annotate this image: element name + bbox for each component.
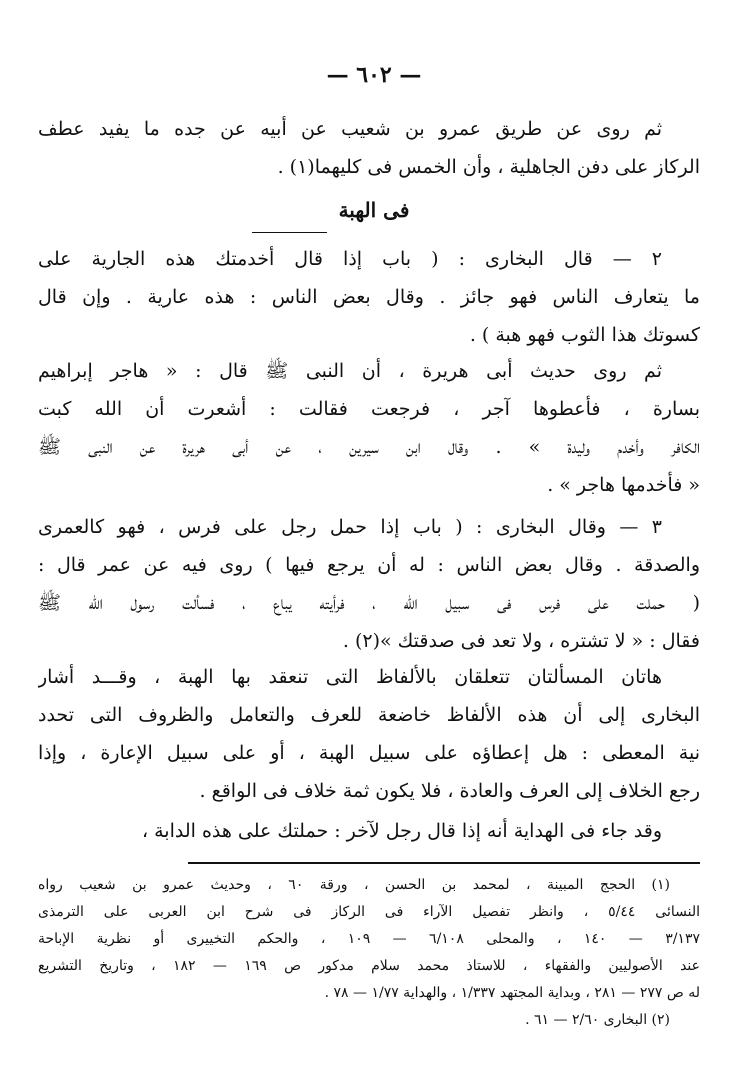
paragraph-line: « فأخدمها هاجر » . (547, 474, 700, 496)
paragraph-6 (38, 812, 700, 850)
paragraph-5 (38, 658, 700, 810)
paragraph-2 (38, 240, 700, 354)
footnote-line: عند الأصوليين والفقهاء ، للاستاذ محمد سلام مدكور ص ١٦٩ — ١٨٢ ، وتاريخ التشريع (38, 958, 700, 974)
paragraph-line: ٢ — قال البخارى : ( باب إذا قال أخدمتك هذه الجارية على (38, 248, 662, 270)
footnote-line: له ص ٢٧٧ — ٢٨١ ، وبداية المجتهد ١/٣٣٧ ، والهداية ١/٧٧ — ٧٨ . (324, 985, 700, 1001)
paragraph-line: ثم روى حديث أبى هريرة ، أن النبى ﷺ قال : « هاجر إبراهيم (38, 360, 662, 382)
paragraph-line: كسوتك هذا الثوب فهو هبة ) . (469, 324, 700, 346)
paragraph-line: هاتان المسألتان تتعلقان بالألفاظ التى تنعقد بها الهبة ، وقـــد أشار (38, 666, 662, 688)
section-heading: فى الهبة (338, 198, 410, 222)
paragraph-line: نية المعطى : هل إعطاؤه على سبيل الهبة ، أو على سبيل الإعارة ، وإذا (38, 742, 700, 764)
footnote-line: (٢) البخارى ٢/٦٠ — ٦١ . (525, 1012, 670, 1028)
paragraph-line: وقد جاء فى الهداية أنه إذا قال رجل لآخر : حملتك على هذه الدابة ، (141, 820, 662, 842)
footnote-line: ٣/١٣٧ — ١٤٠ ، والمحلى ٦/١٠٨ — ١٠٩ ، والحكم التخييرى أو نظرية الإباحة (38, 931, 700, 947)
paragraph-line: بسارة ، فأعطوها آجر ، فرجعت فقالت : أشعرت أن الله كبت (38, 398, 700, 420)
paragraph-line: والصدقة . وقال بعض الناس : له أن يرجع فيها ) روى فيه عن عمر قال : (38, 554, 700, 576)
paragraph-line: ٣ — وقال البخارى : ( باب إذا حمل رجل على فرس ، فهو كالعمرى (38, 516, 662, 538)
intro-line: ثم روى عن طريق عمرو بن شعيب عن أبيه عن جده ما يفيد عطف (38, 118, 662, 140)
heading-underline (252, 232, 327, 233)
paragraph-line: الكافر وأخدم وليدة » . وقال ابن سيرين ، عن أبى هريرة عن النبى ﷺ (38, 436, 700, 458)
paragraph-line: ( حملت على فرس فى سبيل الله ، فرأيته يباع ، فسألت رسول الله ﷺ (38, 592, 700, 614)
intro-paragraph (38, 110, 700, 186)
paragraph-line: ما يتعارف الناس فهو جائز . وقال بعض الناس : هذه عارية . وإن قال (38, 286, 700, 308)
paragraph-line: فقال : « لا تشتره ، ولا تعد فى صدقتك »(٢) . (342, 630, 700, 652)
paragraph-line: البخارى إلى أن هذه الألفاظ خاضعة للعرف والتعامل والظروف التى تحدد (38, 704, 700, 726)
footnote-line: النسائى ٥/٤٤ ، وانظر تفصيل الآراء فى الركاز فى شرح ابن العربى على الترمذى (38, 904, 700, 920)
footnotes (38, 872, 700, 1034)
footnote-line: (١) الحجج المبينة ، لمحمد بن الحسن ، ورقة ٦٠ ، وحديث عمرو بن شعيب رواه (38, 877, 670, 893)
intro-line: الركاز على دفن الجاهلية ، وأن الخمس فى كليهما(١) . (277, 156, 700, 178)
paragraph-line: رجع الخلاف إلى العرف والعادة ، فلا يكون ثمة خلاف فى الواقع . (199, 780, 700, 802)
paragraph-4 (38, 508, 700, 660)
paragraph-3 (38, 352, 700, 504)
page-number: — ٦٠٢ — (326, 62, 422, 88)
footnote-separator (188, 862, 700, 864)
